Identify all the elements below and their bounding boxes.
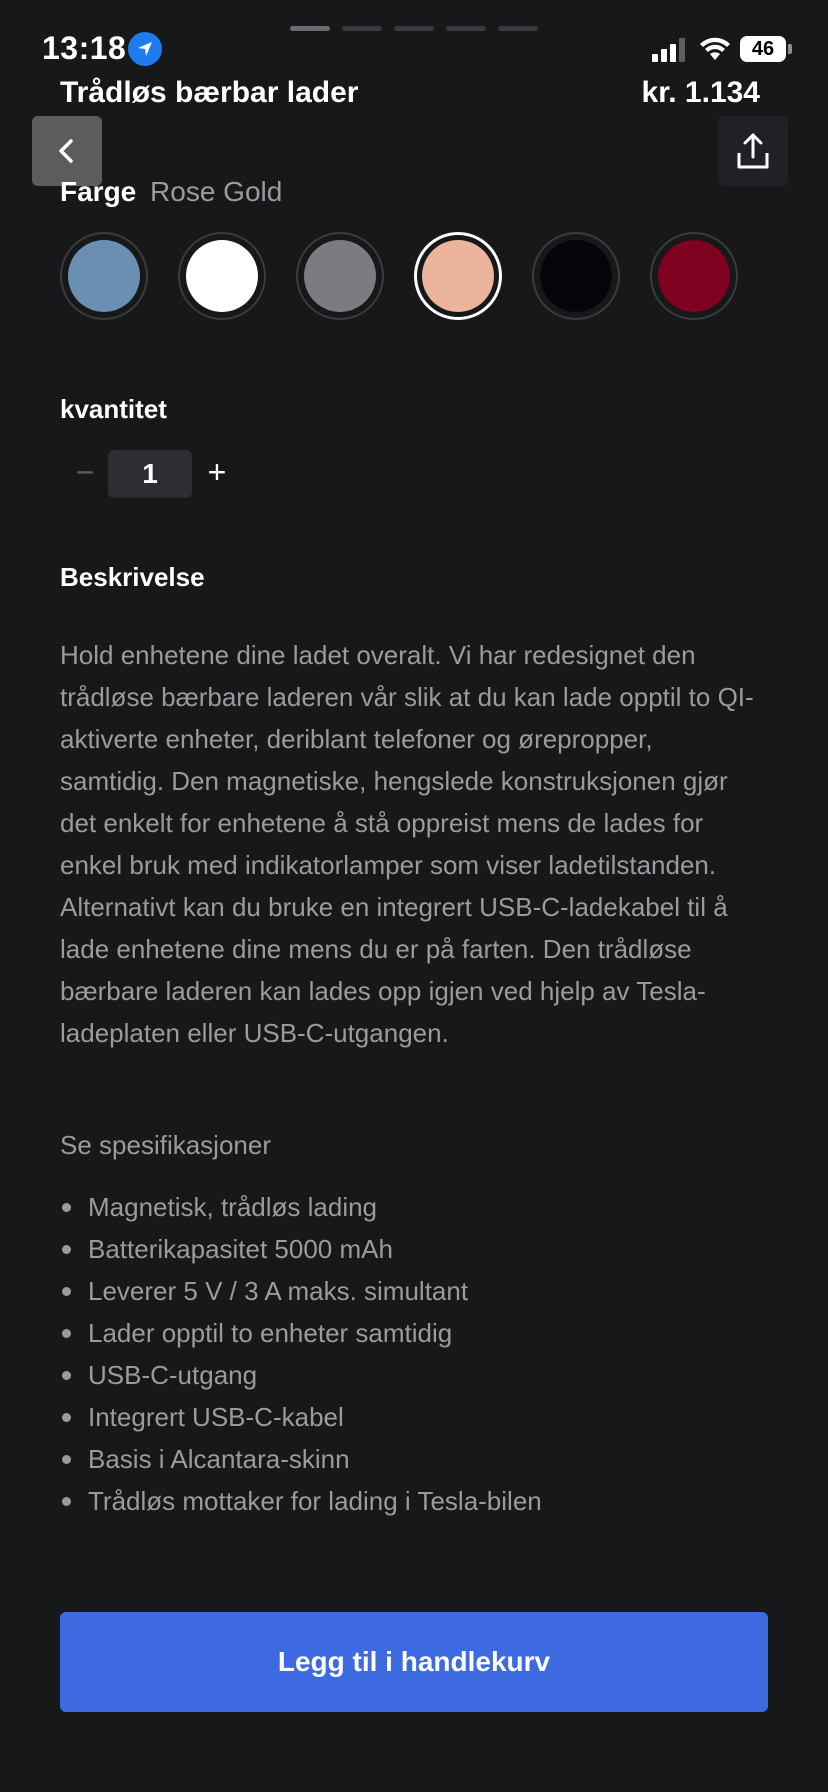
location-arrow-icon — [128, 32, 162, 66]
quantity-label: kvantitet — [60, 394, 167, 424]
specs-title[interactable]: Se spesifikasjoner — [60, 1130, 271, 1160]
selected-color-name: Rose Gold — [150, 176, 283, 207]
status-bar — [0, 0, 828, 80]
page-dot — [446, 26, 486, 31]
product-title: Trådløs bærbar lader — [60, 76, 359, 109]
spec-item: Basis i Alcantara-skinn — [60, 1438, 760, 1480]
color-swatches — [60, 232, 760, 322]
spec-item: Integrert USB-C-kabel — [60, 1396, 760, 1438]
specs-list — [60, 1186, 760, 1522]
battery-level: 46 — [740, 36, 786, 62]
spec-item: USB-C-utgang — [60, 1354, 760, 1396]
quantity-decrease-button[interactable]: − — [75, 454, 95, 490]
quantity-value[interactable]: 1 — [108, 450, 192, 498]
cellular-signal-icon — [652, 38, 688, 62]
spec-item: Trådløs mottaker for lading i Tesla-bilen — [60, 1480, 760, 1522]
battery-icon — [740, 36, 792, 62]
swatch-rose-gold[interactable] — [414, 232, 502, 320]
product-price: kr. 1.134 — [641, 76, 760, 109]
spec-item: Leverer 5 V / 3 A maks. simultant — [60, 1270, 760, 1312]
page-indicator — [290, 26, 538, 31]
page-dot — [498, 26, 538, 31]
swatch-red[interactable] — [650, 232, 738, 320]
description-title: Beskrivelse — [60, 562, 205, 592]
swatch-black[interactable] — [532, 232, 620, 320]
add-to-cart-button[interactable]: Legg til i handlekurv — [60, 1612, 768, 1712]
page-dot — [342, 26, 382, 31]
chevron-left-icon — [52, 136, 82, 166]
page-dot — [290, 26, 330, 31]
swatch-white[interactable] — [178, 232, 266, 320]
swatch-grey[interactable] — [296, 232, 384, 320]
page-dot — [394, 26, 434, 31]
quantity-increase-button[interactable]: + — [207, 454, 227, 490]
wifi-icon — [698, 36, 732, 62]
color-label-key: Farge — [60, 176, 137, 207]
color-label — [60, 176, 282, 208]
spec-item: Lader opptil to enheter samtidig — [60, 1312, 760, 1354]
status-time: 13:18 — [42, 30, 127, 66]
spec-item: Batterikapasitet 5000 mAh — [60, 1228, 760, 1270]
share-icon — [733, 131, 773, 171]
description-text: Hold enhetene dine ladet overalt. Vi har redesignet den trådløse bærbare laderen vår slik at du kan lade opptil to QI-aktiverte enheter, deriblant telefoner og ørepropper, samtidig. Den magnetiske, hengslede konstruksjonen gjør det enkelt for enhetene å stå oppreist mens de lades for enkel bruk med indikatorlamper som viser ladetilstanden. Alternativt kan du bruke en integrert USB-C-ladekabel til å lade enhetene dine mens du er på farten. Den trådløse bærbare laderen kan lades opp igjen ved hjelp av Tesla-ladeplaten eller USB-C-utgangen. — [60, 640, 754, 1048]
spec-item: Magnetisk, trådløs lading — [60, 1186, 760, 1228]
swatch-blue[interactable] — [60, 232, 148, 320]
share-button[interactable] — [718, 116, 788, 186]
